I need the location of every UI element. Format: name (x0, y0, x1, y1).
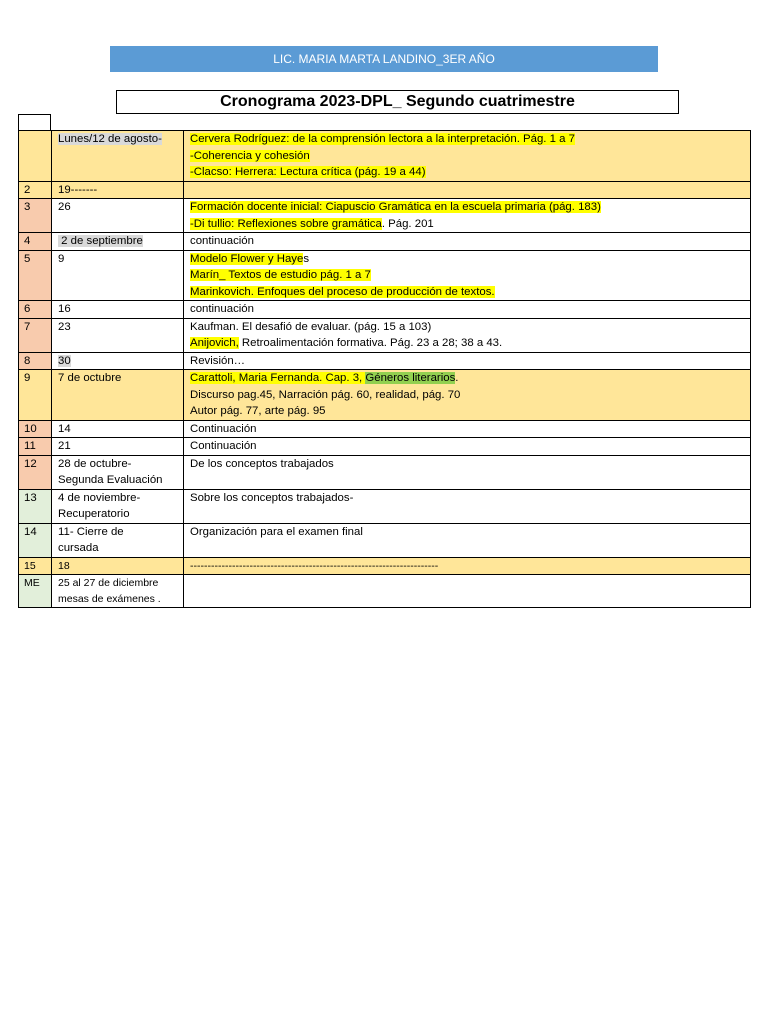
content-line: -Di tullio: Reflexiones sobre gramática. Pág. 201 (190, 217, 434, 230)
row-content (184, 250, 751, 301)
row-content: continuación (184, 301, 751, 319)
row-date-text: Lunes/12 de agosto- (58, 133, 162, 145)
row-date-line: cursada (58, 542, 99, 554)
table-row (19, 233, 751, 251)
row-number: 3 (19, 199, 52, 233)
row-date (52, 574, 184, 607)
row-number: 5 (19, 250, 52, 301)
row-number: ME (19, 574, 52, 607)
content-line: Autor pág. 77, arte pág. 95 (190, 405, 326, 417)
row-number: 8 (19, 352, 52, 370)
row-number: 12 (19, 455, 52, 489)
row-date (52, 352, 184, 370)
content-line: Marín_ Textos de estudio pág. 1 a 7 (190, 269, 371, 281)
row-date: 26 (52, 199, 184, 233)
row-content: Continuación (184, 420, 751, 438)
row-date: 9 (52, 250, 184, 301)
row-number: 4 (19, 233, 52, 251)
row-number: 10 (19, 420, 52, 438)
row-content: ----------------------------------------------------------------------- (184, 557, 751, 574)
row-date-text: 30 (58, 354, 71, 367)
content-line: Discurso pag.45, Narración pág. 60, realidad, pág. 70 (190, 388, 461, 401)
table-stub-cell (18, 114, 51, 131)
row-content (184, 370, 751, 421)
table-row (19, 489, 751, 523)
content-line: Kaufman. El desafió de evaluar. (pág. 15 a 103) (190, 320, 432, 333)
row-date-line: 25 al 27 de diciembre (58, 576, 159, 589)
header-banner (110, 46, 658, 72)
table-row (19, 318, 751, 352)
table-row (19, 181, 751, 199)
table-row (19, 250, 751, 301)
row-content (184, 131, 751, 182)
row-number: 6 (19, 301, 52, 319)
row-date-line: mesas de exámenes . (58, 592, 161, 605)
row-content (184, 199, 751, 233)
page-title (116, 90, 679, 114)
row-number: 7 (19, 318, 52, 352)
table-row (19, 352, 751, 370)
row-date-line: 4 de noviembre- (58, 491, 141, 504)
row-content: continuación (184, 233, 751, 251)
page-title-text: Cronograma 2023-DPL_ Segundo cuatrimestre (220, 93, 575, 110)
row-date: 7 de octubre (52, 370, 184, 421)
row-number: 14 (19, 523, 52, 557)
row-date-line: Segunda Evaluación (58, 474, 163, 486)
banner-text: LIC. MARIA MARTA LANDINO_3ER AÑO (273, 52, 495, 66)
content-line: -Clacso: Herrera: Lectura crítica (pág. 19 a 44) (190, 166, 426, 178)
row-date: 16 (52, 301, 184, 319)
row-number: 11 (19, 438, 52, 456)
content-line: Formación docente inicial: Ciapuscio Gramática en la escuela primaria (pág. 183) (190, 201, 601, 213)
row-number: 2 (19, 181, 52, 199)
row-date (52, 131, 184, 182)
row-content (184, 574, 751, 607)
row-date: 23 (52, 318, 184, 352)
row-date: 18 (52, 557, 184, 574)
row-content (184, 181, 751, 199)
row-content: Continuación (184, 438, 751, 456)
row-date (52, 455, 184, 489)
row-content: Organización para el examen final (184, 523, 751, 557)
row-date: 14 (52, 420, 184, 438)
row-number: 9 (19, 370, 52, 421)
table-row (19, 574, 751, 607)
content-line: Cervera Rodríguez: de la comprensión lectora a la interpretación. Pág. 1 a 7 (190, 133, 575, 145)
row-content: De los conceptos trabajados (184, 455, 751, 489)
table-row (19, 199, 751, 233)
row-date: 19------- (52, 181, 184, 199)
table-row (19, 131, 751, 182)
row-date (52, 489, 184, 523)
table-row (19, 523, 751, 557)
content-line: Marinkovich. Enfoques del proceso de producción de textos. (190, 285, 495, 298)
table-row (19, 301, 751, 319)
row-date-line: 28 de octubre- (58, 457, 132, 470)
row-date (52, 233, 184, 251)
schedule-table (18, 130, 751, 608)
row-date (52, 523, 184, 557)
content-line: Modelo Flower y Hayes (190, 252, 310, 265)
table-row (19, 370, 751, 421)
table-row (19, 455, 751, 489)
row-content: Sobre los conceptos trabajados- (184, 489, 751, 523)
table-row (19, 557, 751, 574)
row-date-line: Recuperatorio (58, 508, 130, 520)
row-date-text: 2 de septiembre (58, 235, 143, 247)
table-row (19, 420, 751, 438)
row-date: 21 (52, 438, 184, 456)
content-line: Anijovich, Retroalimentación formativa. Pág. 23 a 28; 38 a 43. (190, 337, 503, 349)
content-line: Carattoli, Maria Fernanda. Cap. 3, Géneros literarios. (190, 372, 459, 384)
row-number: 13 (19, 489, 52, 523)
row-content (184, 318, 751, 352)
row-date-line: 11- Cierre de (58, 525, 124, 538)
row-number: 15 (19, 557, 52, 574)
content-line: -Coherencia y cohesión (190, 149, 310, 162)
row-number (19, 131, 52, 182)
table-row (19, 438, 751, 456)
row-content: Revisión… (184, 352, 751, 370)
